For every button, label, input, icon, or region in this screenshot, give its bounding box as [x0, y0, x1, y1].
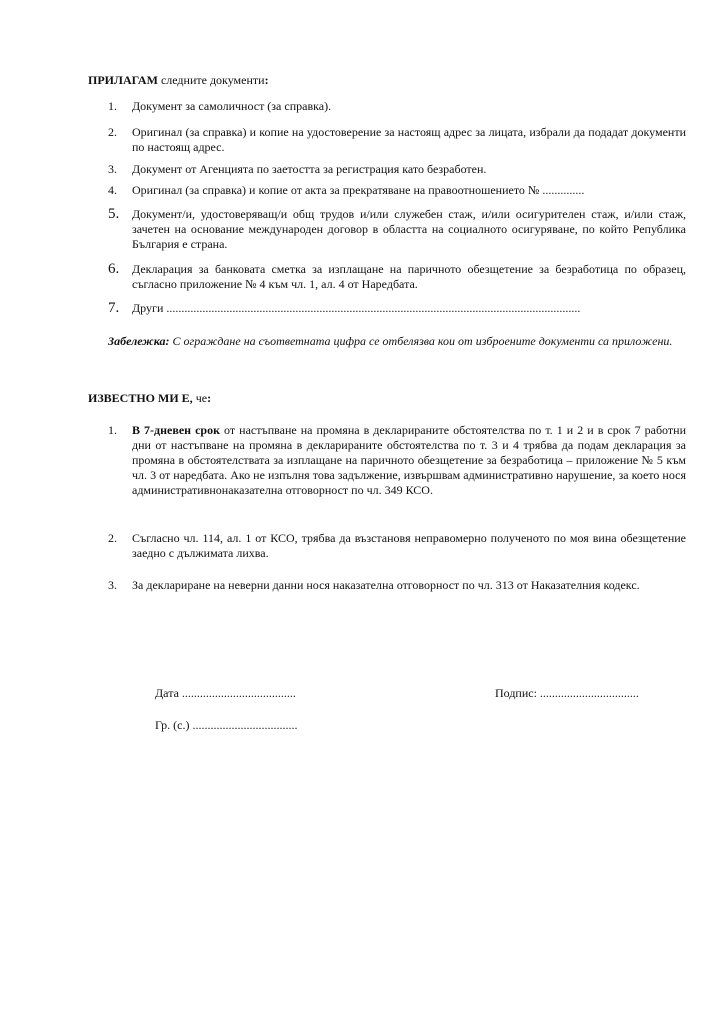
item-bold-text: В 7-дневен срок: [132, 423, 221, 437]
list-item: [108, 578, 686, 593]
item-number: 7.: [108, 300, 120, 316]
list-item: [108, 531, 686, 561]
list-item: [108, 183, 686, 198]
date-field: Дата ......................................: [155, 686, 296, 700]
item-number: 5.: [108, 206, 120, 222]
item-number: 1.: [108, 99, 117, 113]
aware-heading-rest: че: [192, 391, 208, 405]
aware-heading: [88, 391, 211, 406]
list-item: [108, 262, 686, 292]
list-item: [108, 301, 686, 316]
item-text: Документ от Агенцията по заетостта за регистрация като безработен.: [132, 162, 487, 176]
list-item: [108, 99, 686, 114]
item-text: Съгласно чл. 114, ал. 1 от КСО, трябва да възстановя неправомерно полученото по моя вина обезщетение заедно с дължимата лихва.: [132, 531, 686, 560]
aware-heading-bold: ИЗВЕСТНО МИ Е,: [88, 391, 193, 405]
item-text: [132, 423, 686, 498]
attached-heading-bold: ПРИЛАГАМ: [88, 73, 158, 87]
attached-heading-colon: :: [264, 73, 269, 87]
item-text: Оригинал (за справка) и копие на удостоверение за настоящ адрес за лицата, избрали да подадат документи по настоящ адрес.: [132, 125, 686, 154]
attached-heading: [88, 73, 269, 88]
list-item: [108, 125, 686, 155]
signature-field: Подпис: .................................: [495, 686, 639, 700]
item-number: 2.: [108, 125, 117, 139]
aware-heading-colon: :: [207, 391, 212, 405]
attached-heading-rest: следните документи: [157, 73, 265, 87]
item-text: Декларация за банковата сметка за изплащане на паричното обезщетение за безработица по образец, съгласно приложение № 4 към чл. 1, ал. 4 от Наредбата.: [132, 262, 686, 291]
item-text: Документ/и, удостоверяващ/и общ трудов и/или служебен стаж, и/или осигурителен стаж, и/или стаж, зачетен на основание международен договор в областта на социалното осигуряване, по който Република България е страна.: [132, 207, 686, 251]
city-field: Гр. (с.) ...................................: [155, 718, 298, 732]
item-text: За деклариране на неверни данни нося наказателна отговорност по чл. 313 от Наказателния кодекс.: [132, 578, 640, 592]
item-text: Други ..........................................................................................................................................: [132, 301, 581, 315]
item-rest-text: от настъпване на промяна в декларираните обстоятелства по т. 1 и 2 и в срок 7 работни дни от настъпване на промяна в декларираните обстоятелства по т. 3 и 4 трябва да подам декларация за промяна в обстоятелствата за изплащане на паричното обезщетение за безработица – приложение № 5 към чл. 3 от наредбата. Ако не изпълня това задължение, извършвам административно нарушение, за което нося административнонаказателна отговорност по чл. 349 КСО.: [132, 423, 686, 497]
list-item: [108, 162, 686, 177]
note: [108, 334, 686, 349]
item-number: 6.: [108, 261, 120, 277]
note-label: Забележка:: [108, 334, 170, 348]
note-text: С ограждане на съответната цифра се отбелязва кои от изброените документи са приложени.: [169, 334, 673, 348]
item-number: 4.: [108, 183, 117, 197]
item-text: Оригинал (за справка) и копие от акта за прекратяване на правоотношението № ..............: [132, 183, 585, 197]
item-number: 3.: [108, 162, 117, 176]
item-number: 3.: [108, 578, 117, 592]
item-text: Документ за самоличност (за справка).: [132, 99, 332, 113]
item-number: 1.: [108, 423, 117, 437]
item-number: 2.: [108, 531, 117, 545]
list-item: [108, 423, 686, 498]
list-item: [108, 207, 686, 252]
